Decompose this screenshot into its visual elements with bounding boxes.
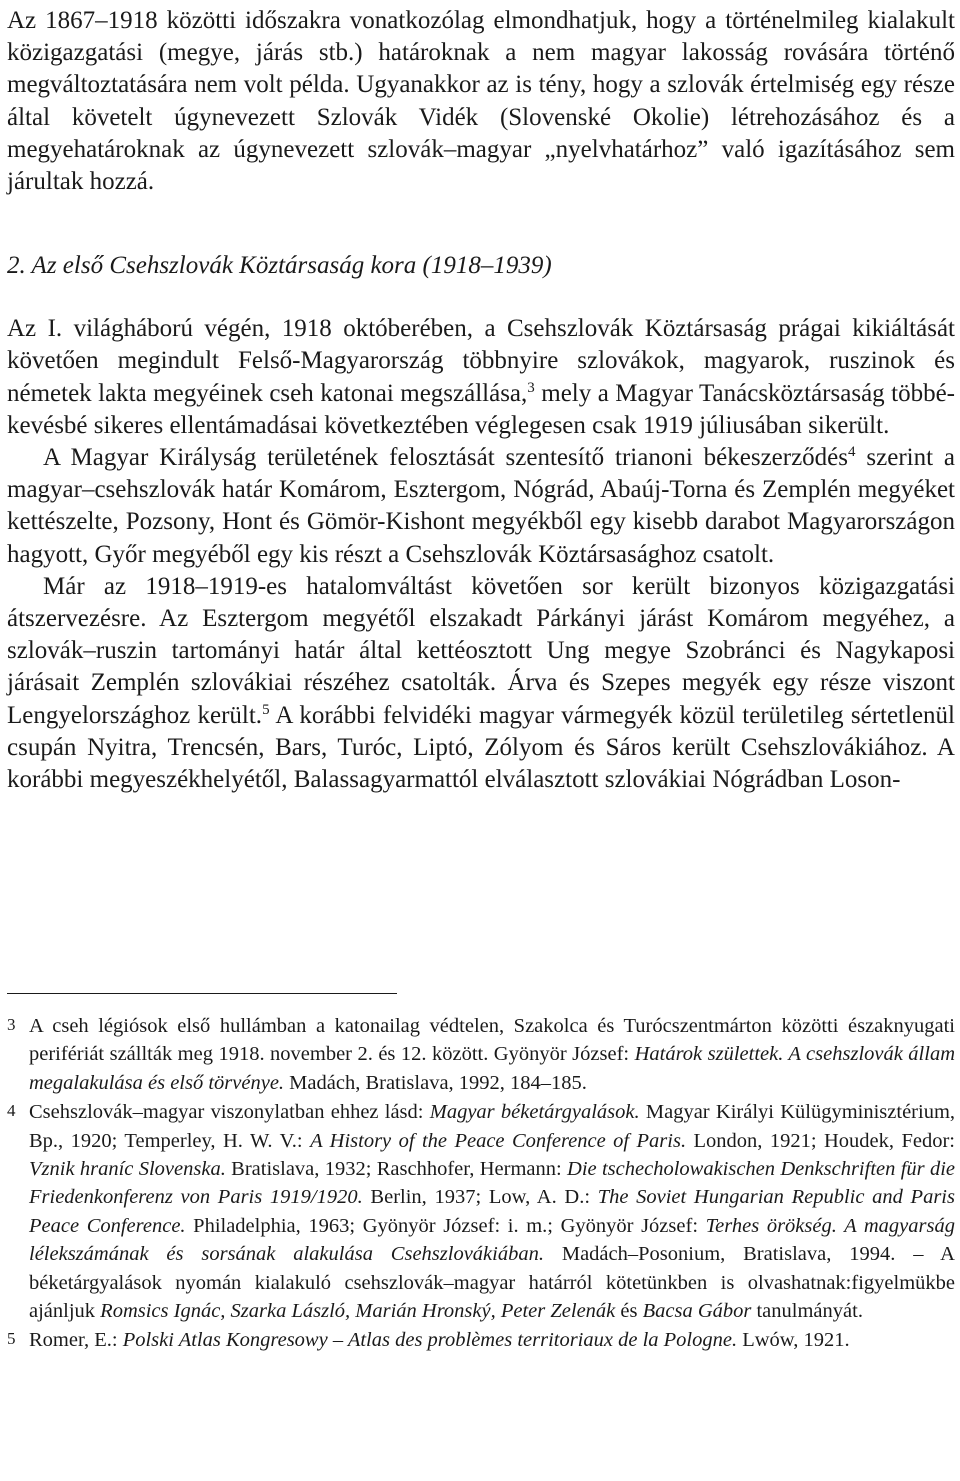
- footnote-title: The Soviet Hungarian Republic and Paris Peace Conference.: [29, 1186, 955, 1237]
- footnote-text: és: [615, 1300, 643, 1323]
- footnote-text: Philadelphia, 1963; Gyönyör József: i. m.; Gyönyör József:: [185, 1214, 706, 1237]
- paragraph-occupation: [7, 313, 955, 442]
- footnote-text: Lwów, 1921.: [737, 1329, 850, 1352]
- footnote-title: Terhes örökség. A magyarság lélekszámának és sorsának alakulása Csehszlovákiában.: [29, 1214, 955, 1266]
- footnote-text: tanulmányát.: [751, 1300, 863, 1323]
- paragraph-text: Az I. világháború végén, 1918 októberében, a Csehszlovák Köztársaság prágai kikiáltását követően megindult Felső-Magyarország többnyire szlovákok, magyarok, ruszinok és németek lakta megyéinek cseh katonai megszállása,: [7, 315, 955, 407]
- footnote-number: 3: [7, 1015, 16, 1034]
- footnote-title: Die tschecholowakischen Denkschriften für die Friedenkonferenz von Paris 1919/1920.: [29, 1158, 955, 1209]
- footnote-title: Vznik hraníc Slovenska.: [29, 1158, 226, 1181]
- footnote-authors: Bacsa Gábor: [642, 1300, 752, 1323]
- footnote-text: Romer, E.:: [29, 1329, 123, 1352]
- footnote-separator: [7, 993, 397, 994]
- footnote-4: [7, 1097, 955, 1325]
- paragraph-text: Már az 1918–1919-es hatalomváltást követően sor került bizonyos közigazgatási átszervezésre. Az Esztergom megyétől elszakadt Párkányi járást Komárom megyéhez, a szlovák–ruszin tartományi határ által kettéosztott Ung megye Szobránci és Nagykaposi járásait Zemplén szlovákiai részéhez csatolták. Árva és Szepes megyék egy része viszont Lengyelországhoz került.: [7, 572, 955, 729]
- footnote-5: [7, 1325, 955, 1354]
- paragraph-text: szerint a magyar–csehszlovák határ Komárom, Esztergom, Nógrád, Abaúj-Torna és Zemplén megyéket kettészelte, Pozsony, Hont és Gömör-Kishont megyékből egy kisebb darabot Magyarországon hagyott, Győr megyéből egy kis részt a Csehszlovák Köztársasághoz csatolt.: [7, 444, 956, 568]
- main-text: [7, 0, 955, 796]
- footnote-3: [7, 1011, 955, 1097]
- paragraph-text: mely a Magyar Tanácsköztársaság többé-kevésbé sikeres ellentámadásai következtében véglegesen csak 1919 júliusában sikerült.: [7, 379, 955, 439]
- footnote-number: 4: [7, 1101, 16, 1121]
- footnote-text: Csehszlovák–magyar viszonylatban ehhez lásd:: [29, 1101, 430, 1124]
- footnote-ref-3[interactable]: 3: [527, 379, 535, 396]
- footnote-text: London, 1921; Houdek, Fedor:: [686, 1129, 955, 1152]
- footnote-title: Határok születtek. A csehszlovák állam megalakulása és első törvénye.: [29, 1043, 956, 1094]
- paragraph-reorganization: [7, 571, 955, 796]
- paragraph-intro: Az 1867–1918 közötti időszakra vonatkozólag elmondhatjuk, hogy a történelmileg kialakult közigazgatási (megye, járás stb.) határoknak a nem magyar lakosság rovására történő megváltoztatására nem volt példa. Ugyanakkor az is tény, hogy a szlovák értelmiség egy része által követelt úgynevezett Szlovák Vidék (Slovenské Okolie) létrehozásához és a megyehatároknak az úgynevezett szlovák–magyar „nyelvhatárhoz” való igazításához sem járultak hozzá.: [7, 7, 955, 196]
- footnote-text: Bratislava, 1932; Raschhofer, Hermann:: [225, 1158, 568, 1181]
- footnote-title: A History of the Peace Conference of Paris.: [310, 1129, 687, 1152]
- footnote-ref-4[interactable]: 4: [848, 444, 856, 461]
- paragraph-trianon: [7, 442, 955, 571]
- section-heading: 2. Az első Csehszlovák Köztársaság kora (1918–1939): [7, 252, 552, 280]
- footnote-text: Madách, Bratislava, 1992, 184–185.: [284, 1071, 587, 1094]
- footnotes: [7, 1011, 955, 1355]
- footnote-ref-5[interactable]: 5: [262, 701, 270, 718]
- footnote-text: Magyar Királyi Külügyminisztérium, Bp., 1920; Temperley, H. W. V.:: [29, 1101, 956, 1152]
- footnote-text: A cseh légiósok első hullámban a katonailag védtelen, Szakolca és Turócszentmárton közötti északnyugati perifériát szállták meg 1918. november 2. és 12. között. Gyönyör József:: [29, 1015, 955, 1066]
- footnote-authors: Romsics Ignác, Szarka László, Marián Hronský, Peter Zelenák: [100, 1300, 616, 1323]
- paragraph-text: A Magyar Királyság területének felosztását szentesítő trianoni békeszerződés: [43, 444, 849, 472]
- footnote-text: Madách–Posonium, Bratislava, 1994. – A béketárgyalások nyomán kialakuló csehszlovák–magyar határról kötetünkben is olvashatnak:figyelmükbe ajánljuk: [29, 1243, 955, 1323]
- footnote-title: Magyar béketárgyalások.: [429, 1101, 640, 1124]
- footnote-text: Berlin, 1937; Low, A. D.:: [362, 1186, 598, 1209]
- paragraph-text: A korábbi felvidéki magyar vármegyék közül területileg sértetlenül csupán Nyitra, Trencsén, Bars, Turóc, Liptó, Zólyom és Sáros került Csehszlovákiához. A korábbi megyeszékhelyétől, Balassagyarmattól elválasztott szlovákiai Nógrádban Loson-: [7, 701, 955, 794]
- footnote-title: Polski Atlas Kongresowy – Atlas des problèmes territoriaux de la Pologne.: [122, 1329, 738, 1352]
- document-page: [7, 0, 956, 1352]
- footnote-number: 5: [7, 1329, 16, 1349]
